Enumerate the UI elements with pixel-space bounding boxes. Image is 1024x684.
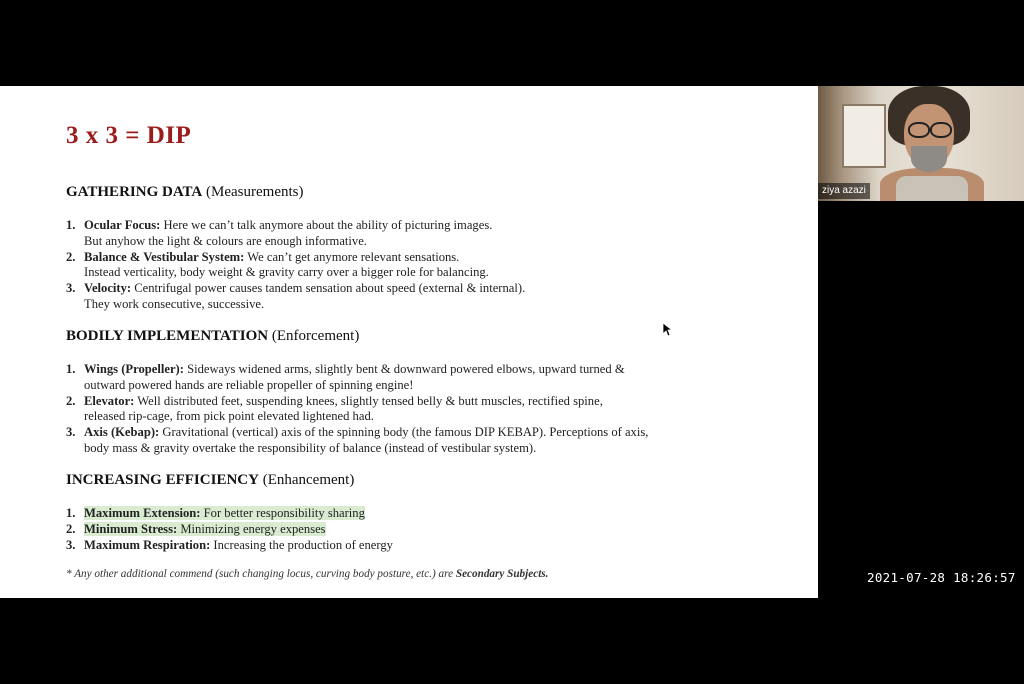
list-item: 2. Minimum Stress: Minimizing energy expenses xyxy=(66,521,326,536)
slide-title: 3 x 3 = DIP xyxy=(66,122,192,149)
participant-name-label: ziya azazi xyxy=(818,183,870,199)
section-heading-increasing-efficiency: INCREASING EFFICIENCY (Enhancement) xyxy=(66,472,355,488)
recording-timestamp: 2021-07-28 18:26:57 xyxy=(867,570,1016,585)
section-heading-bodily-implementation: BODILY IMPLEMENTATION (Enforcement) xyxy=(66,328,360,344)
section-heading-gathering-data: GATHERING DATA (Measurements) xyxy=(66,184,304,200)
footnote: * Any other additional commend (such changing locus, curving body posture, etc.) are Secondary Subjects. xyxy=(66,568,549,580)
mouse-cursor-icon xyxy=(663,323,673,337)
list-item: 2. Elevator: Well distributed feet, suspending knees, slightly tensed belly & butt muscles, rectified spine, released rip-cage, from pick point elevated lightened had. xyxy=(66,393,603,424)
participant-beard xyxy=(911,146,947,172)
gathering-data-list xyxy=(66,218,525,313)
list-item: 1. Ocular Focus: Here we can’t talk anymore about the ability of picturing images. But anyhow the light & colours are enough informative. xyxy=(66,218,493,248)
list-item: 3. Axis (Kebap): Gravitational (vertical) axis of the spinning body (the famous DIP KEBAP). Perceptions of axis, body mass & gravity overtake the responsibility of balance (instead of vestibular system). xyxy=(66,425,649,455)
participant-shirt xyxy=(896,176,968,201)
list-item: 3. Maximum Respiration: Increasing the production of energy xyxy=(66,537,393,552)
list-item: 1. Wings (Propeller): Sideways widened arms, slightly bent & downward powered elbows, upward turned & outward powered hands are reliable propeller of spinning engine! xyxy=(66,362,625,392)
video-window xyxy=(842,104,886,168)
bodily-implementation-list xyxy=(66,362,648,457)
list-item: 3. Velocity: Centrifugal power causes tandem sensation about speed (external & internal). They work consecutive, successive. xyxy=(66,281,526,311)
increasing-efficiency-list xyxy=(66,506,393,553)
glasses-icon xyxy=(906,122,952,136)
list-item: 1. Maximum Extension: For better responsibility sharing xyxy=(66,506,365,520)
list-item: 2. Balance & Vestibular System: We can’t get anymore relevant sensations. Instead verticality, body weight & gravity carry over a bigger role for balancing. xyxy=(66,249,489,280)
